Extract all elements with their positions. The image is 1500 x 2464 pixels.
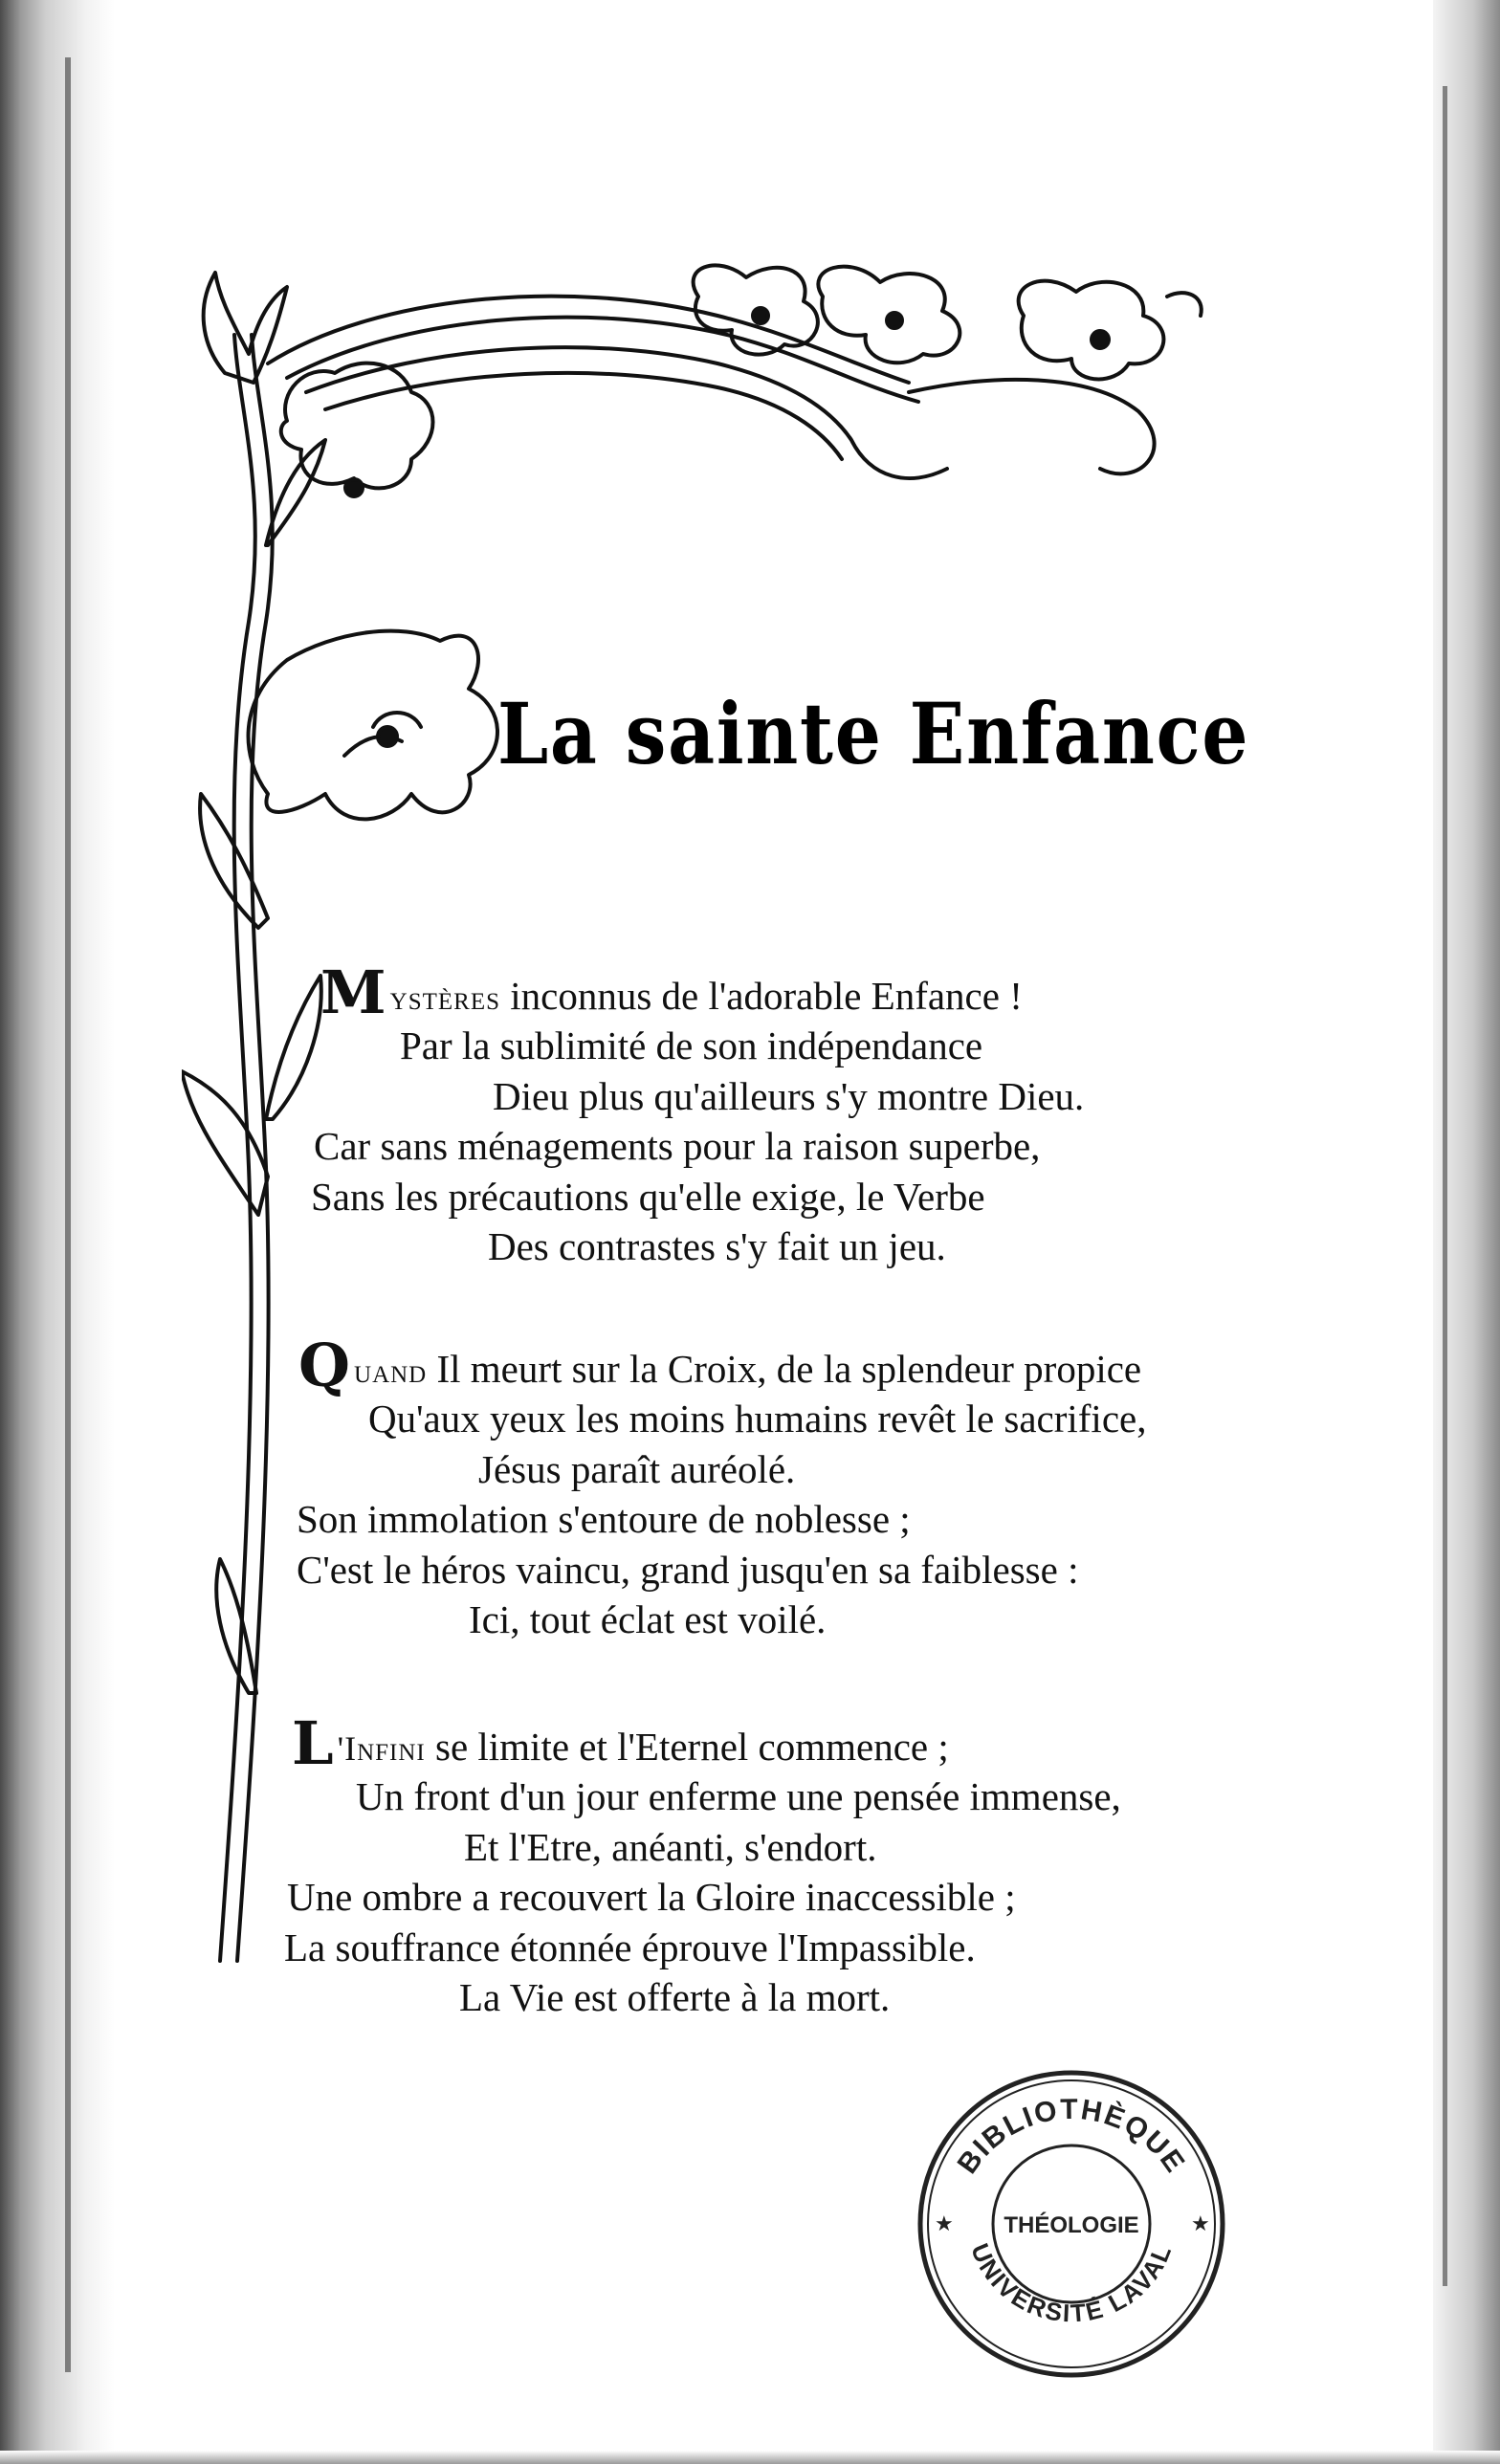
scan-left-margin (0, 0, 115, 2464)
stanza-line: C'est le héros vaincu, grand jusqu'en sa faiblesse : (297, 1548, 1079, 1592)
drop-cap: L (292, 1708, 334, 1778)
scan-bottom-margin (0, 2451, 1500, 2464)
small-caps-word: ystères (389, 979, 500, 1017)
library-stamp (914, 2066, 1229, 2382)
stanza-line: Un front d'un jour enferme une pensée immense, (356, 1774, 1121, 1818)
stanza-line (292, 1708, 949, 1778)
small-caps-word: uand (354, 1352, 428, 1390)
line-text: se limite et l'Eternel commence ; (425, 1725, 949, 1769)
small-caps-word: 'Infini (337, 1729, 426, 1768)
stanza-line: La souffrance étonnée éprouve l'Impassible. (284, 1925, 976, 1969)
drop-cap: M (320, 957, 386, 1027)
stanza-line: La Vie est offerte à la mort. (459, 1975, 891, 2019)
line-text: Il meurt sur la Croix, de la splendeur propice (427, 1347, 1142, 1391)
stamp-outer-text: BIBLIOTHÈQUE (951, 2093, 1192, 2180)
stanza-line: Jésus paraît auréolé. (478, 1447, 796, 1491)
stanza-line: Son immolation s'entoure de noblesse ; (297, 1497, 911, 1541)
stanza-line (298, 1331, 1142, 1400)
stanza-line: Dieu plus qu'ailleurs s'y montre Dieu. (493, 1074, 1085, 1118)
star-icon: ★ (935, 2211, 954, 2235)
stamp-bottom-text: UNIVERSITÉ LAVAL (965, 2239, 1178, 2328)
stanza-line: Une ombre a recouvert la Gloire inaccessible ; (287, 1875, 1016, 1919)
stanza-line (320, 957, 1023, 1027)
drop-cap: Q (298, 1331, 351, 1400)
star-icon: ★ (1191, 2211, 1210, 2235)
stanza-line: Par la sublimité de son indépendance (400, 1023, 983, 1067)
stanza-line: Qu'aux yeux les moins humains revêt le sacrifice, (368, 1397, 1147, 1441)
stamp-center-text: THÉOLOGIE (1004, 2212, 1139, 2238)
stanza-line: Car sans ménagements pour la raison superbe, (314, 1124, 1041, 1168)
line-text: inconnus de l'adorable Enfance ! (500, 974, 1023, 1018)
stanza-line: Des contrastes s'y fait un jeu. (488, 1224, 946, 1268)
stanza-line: Et l'Etre, anéanti, s'endort. (464, 1825, 877, 1869)
stanza-line: Ici, tout éclat est voilé. (469, 1597, 827, 1641)
stanza-line: Sans les précautions qu'elle exige, le Verbe (311, 1175, 985, 1219)
scan-right-margin (1433, 0, 1500, 2464)
page-title: La sainte Enfance (497, 684, 1250, 783)
